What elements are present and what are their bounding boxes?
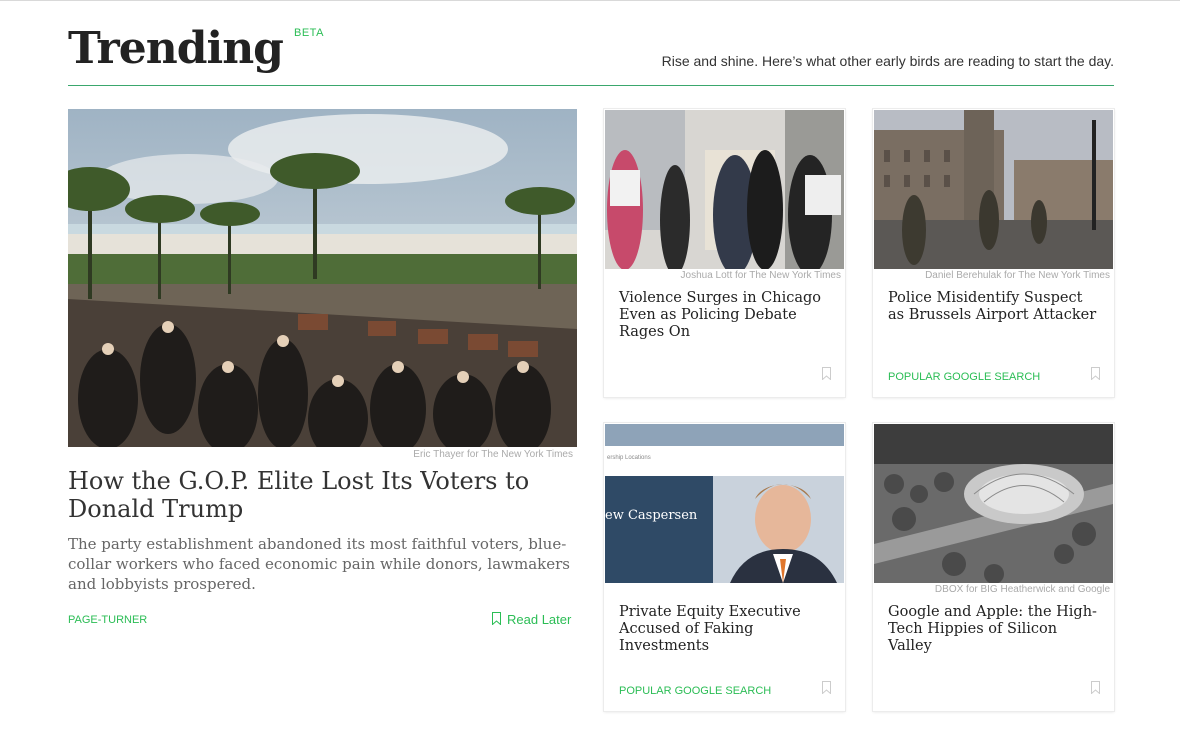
- page-title: Trending: [68, 23, 283, 74]
- main-story-summary: The party establishment abandoned its most faithful voters, blue-collar workers who faced economic pain while donors, lawmakers and lobbyists prospered.: [68, 535, 571, 593]
- photo-name-text: ew Caspersen: [605, 508, 698, 523]
- main-story-headline[interactable]: How the G.O.P. Elite Lost Its Voters to Donald Trump: [68, 467, 530, 523]
- story-card-tag: POPULAR GOOGLE SEARCH: [888, 371, 1041, 383]
- page-header: [68, 1, 1114, 86]
- bookmark-icon[interactable]: [822, 681, 831, 694]
- photo-credit: Daniel Berehulak for The New York Times: [925, 270, 1110, 281]
- story-card-photo: [605, 424, 844, 583]
- photo-credit: DBOX for BIG Heatherwick and Google: [934, 584, 1110, 595]
- story-card-photo: [874, 110, 1113, 269]
- story-card[interactable]: [873, 423, 1114, 711]
- photo-nav-text: ership Locations: [607, 455, 651, 461]
- story-card-photo: [874, 424, 1113, 583]
- story-card-photo: [605, 110, 844, 269]
- story-card-headline[interactable]: Google and Apple: the High-Tech Hippies of Silicon Valley: [888, 604, 1097, 654]
- main-story-photo[interactable]: [68, 109, 577, 447]
- tagline: Rise and shine. Here’s what other early birds are reading to start the day.: [661, 53, 1114, 69]
- story-card-tag: POPULAR GOOGLE SEARCH: [619, 685, 772, 697]
- read-later-button[interactable]: [492, 612, 571, 628]
- photo-credit: Joshua Lott for The New York Times: [680, 270, 841, 281]
- main-story-tag: PAGE-TURNER: [68, 614, 148, 626]
- main-photo-credit: Eric Thayer for The New York Times: [413, 449, 573, 460]
- read-later-label: Read Later: [507, 612, 572, 627]
- story-card[interactable]: [873, 109, 1114, 397]
- bookmark-icon[interactable]: [822, 367, 831, 380]
- story-card-headline[interactable]: Private Equity Executive Accused of Faking Investments: [619, 604, 801, 654]
- story-card[interactable]: [604, 109, 845, 397]
- story-card-headline[interactable]: Police Misidentify Suspect as Brussels Airport Attacker: [888, 290, 1097, 323]
- story-card[interactable]: [604, 423, 845, 711]
- bookmark-icon[interactable]: [1091, 367, 1100, 380]
- story-card-headline[interactable]: Violence Surges in Chicago Even as Policing Debate Rages On: [619, 290, 822, 340]
- beta-badge: BETA: [294, 27, 324, 39]
- bookmark-icon[interactable]: [1091, 681, 1100, 694]
- bookmark-icon: [492, 612, 501, 628]
